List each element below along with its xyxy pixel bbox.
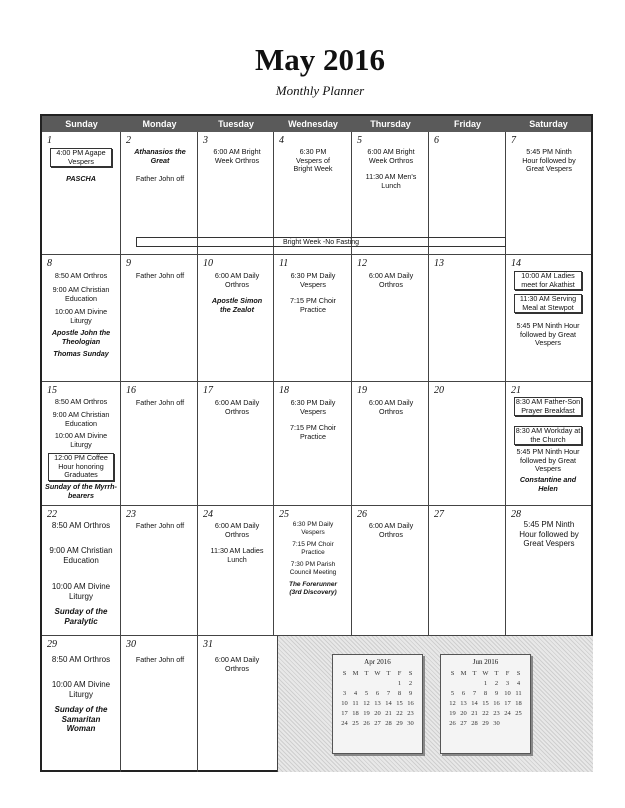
day-number: 3 — [203, 135, 208, 146]
day-cell[interactable] — [42, 255, 121, 382]
weekday-head: W — [374, 669, 381, 677]
mini-day: 3 — [342, 689, 347, 697]
day-number: 24 — [203, 509, 213, 520]
event: 6:00 AM Daily Orthros — [368, 271, 414, 289]
weekday-head: S — [342, 669, 347, 677]
day-number: 27 — [434, 509, 444, 520]
mini-day: 1 — [397, 679, 402, 687]
weekday-head: F — [505, 669, 510, 677]
mini-day: 13 — [460, 699, 467, 707]
day-number: 29 — [47, 639, 57, 650]
mini-day: 20 — [460, 709, 467, 717]
mini-day: 13 — [374, 699, 381, 707]
weekday-head: T — [494, 669, 499, 677]
event: 7:15 PM Choir Practice — [290, 423, 336, 441]
mini-day: 11 — [352, 699, 359, 707]
day-cell[interactable] — [429, 382, 506, 506]
event-feast: Sunday of the Samaritan Woman — [54, 705, 108, 733]
day-cell[interactable] — [352, 255, 429, 382]
mini-day: 20 — [374, 709, 381, 717]
page-subtitle: Monthly Planner — [275, 83, 365, 98]
event: 5:45 PM Ninth Hour followed by Great Vespers — [519, 520, 579, 548]
mini-day: 28 — [471, 719, 478, 727]
mini-calendar-june — [440, 654, 531, 754]
event: 8:50 AM Orthros — [51, 521, 111, 530]
day-number: 15 — [47, 385, 57, 396]
day-cell[interactable] — [42, 132, 121, 255]
day-number: 13 — [434, 258, 444, 269]
mini-day: 2 — [408, 679, 413, 687]
day-number: 23 — [126, 509, 136, 520]
event: 11:30 AM Ladies Lunch — [210, 546, 264, 564]
mini-day: 19 — [363, 709, 370, 717]
mini-day: 23 — [493, 709, 500, 717]
day-number: 31 — [203, 639, 213, 650]
mini-day: 4 — [353, 689, 358, 697]
event: 6:00 AM Daily Orthros — [368, 398, 414, 416]
day-cell[interactable] — [352, 382, 429, 506]
mini-day: 8 — [397, 689, 402, 697]
mini-day: 30 — [407, 719, 414, 727]
mini-day: 22 — [482, 709, 489, 717]
event: Father John off — [135, 271, 185, 280]
mini-day: 27 — [460, 719, 467, 727]
mini-day: 7 — [386, 689, 391, 697]
event: 10:00 AM Divine Liturgy — [51, 582, 111, 601]
mini-day — [469, 678, 480, 688]
weekday-head: W — [482, 669, 489, 677]
event: 8:50 AM Orthros — [54, 397, 108, 406]
day-number: 28 — [511, 509, 521, 520]
day-cell[interactable] — [42, 382, 121, 506]
mini-day: 22 — [396, 709, 403, 717]
page-title: May 2016 — [254, 42, 385, 77]
mini-day: 6 — [461, 689, 466, 697]
day-number: 21 — [511, 385, 521, 396]
event-feast: Sunday of the Paralytic — [54, 607, 108, 626]
event: 9:00 AM Christian Education — [52, 410, 110, 428]
header-saturday: Saturday — [506, 116, 591, 132]
event: 9:00 AM Christian Education — [49, 546, 113, 565]
day-cell[interactable] — [198, 382, 274, 506]
calendar-grid — [40, 114, 593, 772]
header-thursday: Thursday — [352, 116, 429, 132]
day-number: 14 — [511, 258, 521, 269]
day-cell[interactable] — [506, 506, 591, 636]
day-cell[interactable] — [274, 382, 352, 506]
mini-day: 24 — [341, 719, 348, 727]
mini-day: 8 — [483, 689, 488, 697]
mini-day: 10 — [341, 699, 348, 707]
day-cell[interactable] — [121, 506, 198, 636]
event-box: 8:30 AM Workday at the Church — [515, 426, 581, 444]
day-cell[interactable] — [352, 506, 429, 636]
day-cell[interactable] — [506, 255, 591, 382]
mini-day: 23 — [407, 709, 414, 717]
day-number: 5 — [357, 135, 362, 146]
mini-calendar-table — [447, 668, 524, 728]
event-feast: Thomas Sunday — [53, 349, 109, 358]
day-cell[interactable] — [121, 255, 198, 382]
mini-day — [372, 678, 383, 688]
day-number: 25 — [279, 509, 289, 520]
mini-day: 16 — [407, 699, 414, 707]
day-number: 4 — [279, 135, 284, 146]
mini-calendar-title: Apr 2016 — [364, 658, 391, 666]
day-cell[interactable] — [42, 636, 121, 772]
day-number: 11 — [279, 258, 289, 269]
mini-day: 30 — [493, 719, 500, 727]
day-cell[interactable] — [506, 382, 591, 506]
weekday-head: F — [397, 669, 402, 677]
weekday-head: T — [364, 669, 369, 677]
day-cell[interactable] — [274, 506, 352, 636]
event-feast: PASCHA — [66, 174, 96, 183]
day-number: 26 — [357, 509, 367, 520]
event: 6:30 PM Daily Vespers — [292, 521, 334, 536]
day-number: 20 — [434, 385, 444, 396]
mini-day — [447, 678, 458, 688]
mini-day — [502, 718, 513, 728]
header-wednesday: Wednesday — [274, 116, 352, 132]
day-number: 30 — [126, 639, 136, 650]
event-box: 10:00 AM Ladies meet for Akathist — [514, 271, 582, 290]
event: 6:30 PM Vespers of Bright Week — [293, 147, 333, 174]
mini-day: 29 — [396, 719, 403, 727]
mini-day: 12 — [363, 699, 370, 707]
day-cell[interactable] — [121, 636, 198, 772]
event: 10:00 AM Divine Liturgy — [54, 307, 108, 325]
day-cell[interactable] — [121, 382, 198, 506]
event: 6:00 AM Bright Week Orthros — [213, 147, 261, 165]
day-number: 12 — [357, 258, 367, 269]
mini-calendar-april — [332, 654, 423, 754]
mini-day: 25 — [352, 719, 359, 727]
mini-day: 7 — [472, 689, 477, 697]
day-number: 7 — [511, 135, 516, 146]
mini-day — [350, 678, 361, 688]
event-box: 8:30 AM Father-Son Prayer Breakfast — [515, 397, 581, 415]
event: 5:45 PM Ninth Hour followed by Great Vespers — [516, 447, 580, 474]
event: 5:45 PM Ninth Hour followed by Great Vespers — [516, 321, 580, 348]
mini-day — [361, 678, 372, 688]
event-feast: Sunday of the Myrrh-bearers — [45, 482, 117, 500]
event: 8:50 AM Orthros — [54, 271, 108, 280]
header-tuesday: Tuesday — [198, 116, 274, 132]
event: 7:15 PM Choir Practice — [292, 541, 334, 556]
mini-day: 9 — [408, 689, 413, 697]
mini-day: 15 — [482, 699, 489, 707]
mini-day: 18 — [515, 699, 522, 707]
day-number: 10 — [203, 258, 213, 269]
event: 10:00 AM Divine Liturgy — [51, 680, 111, 699]
event: 6:00 AM Daily Orthros — [214, 398, 260, 416]
header-sunday: Sunday — [42, 116, 121, 132]
mini-day: 29 — [482, 719, 489, 727]
weekday-head: S — [408, 669, 413, 677]
empty-shaded-area — [278, 636, 593, 772]
mini-day: 26 — [363, 719, 370, 727]
event-feast: Constantine and Helen — [519, 475, 577, 493]
weekday-head: M — [460, 669, 467, 677]
day-cell[interactable] — [42, 506, 121, 636]
weekday-head: M — [352, 669, 359, 677]
mini-day: 19 — [449, 709, 456, 717]
mini-day: 18 — [352, 709, 359, 717]
event: Father John off — [135, 174, 185, 183]
mini-day: 9 — [494, 689, 499, 697]
mini-day: 2 — [494, 679, 499, 687]
event: 9:00 AM Christian Education — [52, 285, 110, 303]
event: 6:30 PM Daily Vespers — [290, 271, 336, 289]
mini-day — [513, 718, 524, 728]
event-feast: The Forerunner (3rd Discovery) — [288, 581, 338, 596]
mini-day: 17 — [504, 699, 511, 707]
mini-day: 16 — [493, 699, 500, 707]
day-number: 1 — [47, 135, 52, 146]
mini-day: 24 — [504, 709, 511, 717]
mini-day: 10 — [504, 689, 511, 697]
event: Father John off — [135, 655, 185, 664]
mini-day — [383, 678, 394, 688]
mini-day: 4 — [516, 679, 521, 687]
event-feast: Apostle John the Theologian — [51, 328, 111, 346]
day-cell[interactable] — [198, 506, 274, 636]
day-number: 18 — [279, 385, 289, 396]
header-monday: Monday — [121, 116, 198, 132]
day-number: 17 — [203, 385, 213, 396]
day-cell[interactable] — [198, 255, 274, 382]
weekday-head: T — [386, 669, 391, 677]
mini-calendar-table — [339, 668, 416, 728]
event: 5:45 PM Ninth Hour followed by Great Vespers — [522, 147, 576, 174]
mini-day: 15 — [396, 699, 403, 707]
day-number: 22 — [47, 509, 57, 520]
mini-day: 14 — [385, 699, 392, 707]
event-box: 12:00 PM Coffee Hour honoring Graduates — [48, 453, 114, 481]
mini-day: 21 — [471, 709, 478, 717]
mini-day: 21 — [385, 709, 392, 717]
event: 8:50 AM Orthros — [51, 655, 111, 664]
weekday-head: T — [472, 669, 477, 677]
day-cell[interactable] — [429, 506, 506, 636]
mini-day: 11 — [515, 689, 522, 697]
weekday-head: S — [450, 669, 455, 677]
weekday-head: S — [516, 669, 521, 677]
day-number: 8 — [47, 258, 52, 269]
event: 6:00 AM Daily Orthros — [368, 521, 414, 539]
day-number: 16 — [126, 385, 136, 396]
mini-day: 1 — [483, 679, 488, 687]
event-box: 4:00 PM Agape Vespers — [50, 148, 112, 167]
mini-calendar-title: Jun 2016 — [472, 658, 499, 666]
day-cell[interactable] — [274, 255, 352, 382]
day-number: 6 — [434, 135, 439, 146]
event: 10:00 AM Divine Liturgy — [54, 431, 108, 449]
event: 7:15 PM Choir Practice — [290, 296, 336, 314]
mini-day: 5 — [450, 689, 455, 697]
mini-day: 5 — [364, 689, 369, 697]
event: Father John off — [135, 521, 185, 530]
mini-day: 28 — [385, 719, 392, 727]
mini-day: 12 — [449, 699, 456, 707]
event-box: 11:30 AM Serving Meal at Stewpot — [514, 294, 582, 313]
mini-day — [339, 678, 350, 688]
mini-day: 3 — [505, 679, 510, 687]
event: 11:30 AM Men's Lunch — [365, 172, 417, 190]
mini-day: 6 — [375, 689, 380, 697]
event-feast: Athanasios the Great — [134, 147, 186, 165]
event: 6:00 AM Bright Week Orthros — [367, 147, 415, 165]
mini-day — [458, 678, 469, 688]
mini-day: 25 — [515, 709, 522, 717]
event: Father John off — [135, 398, 185, 407]
mini-day: 27 — [374, 719, 381, 727]
event: 6:00 AM Daily Orthros — [214, 271, 260, 289]
mini-day: 17 — [341, 709, 348, 717]
bright-week-banner: Bright Week -No Fasting — [136, 237, 506, 247]
day-cell[interactable] — [198, 636, 278, 772]
day-cell[interactable] — [506, 132, 591, 255]
mini-day: 14 — [471, 699, 478, 707]
mini-day: 26 — [449, 719, 456, 727]
event: 6:00 AM Daily Orthros — [214, 655, 260, 673]
header-friday: Friday — [429, 116, 506, 132]
day-cell[interactable] — [429, 255, 506, 382]
day-number: 2 — [126, 135, 131, 146]
event: 6:30 PM Daily Vespers — [290, 398, 336, 416]
day-number: 19 — [357, 385, 367, 396]
day-number: 9 — [126, 258, 131, 269]
event: 7:30 PM Parish Council Meeting — [289, 561, 337, 576]
event: 6:00 AM Daily Orthros — [214, 521, 260, 539]
event-feast: Apostle Simon the Zealot — [211, 296, 263, 314]
